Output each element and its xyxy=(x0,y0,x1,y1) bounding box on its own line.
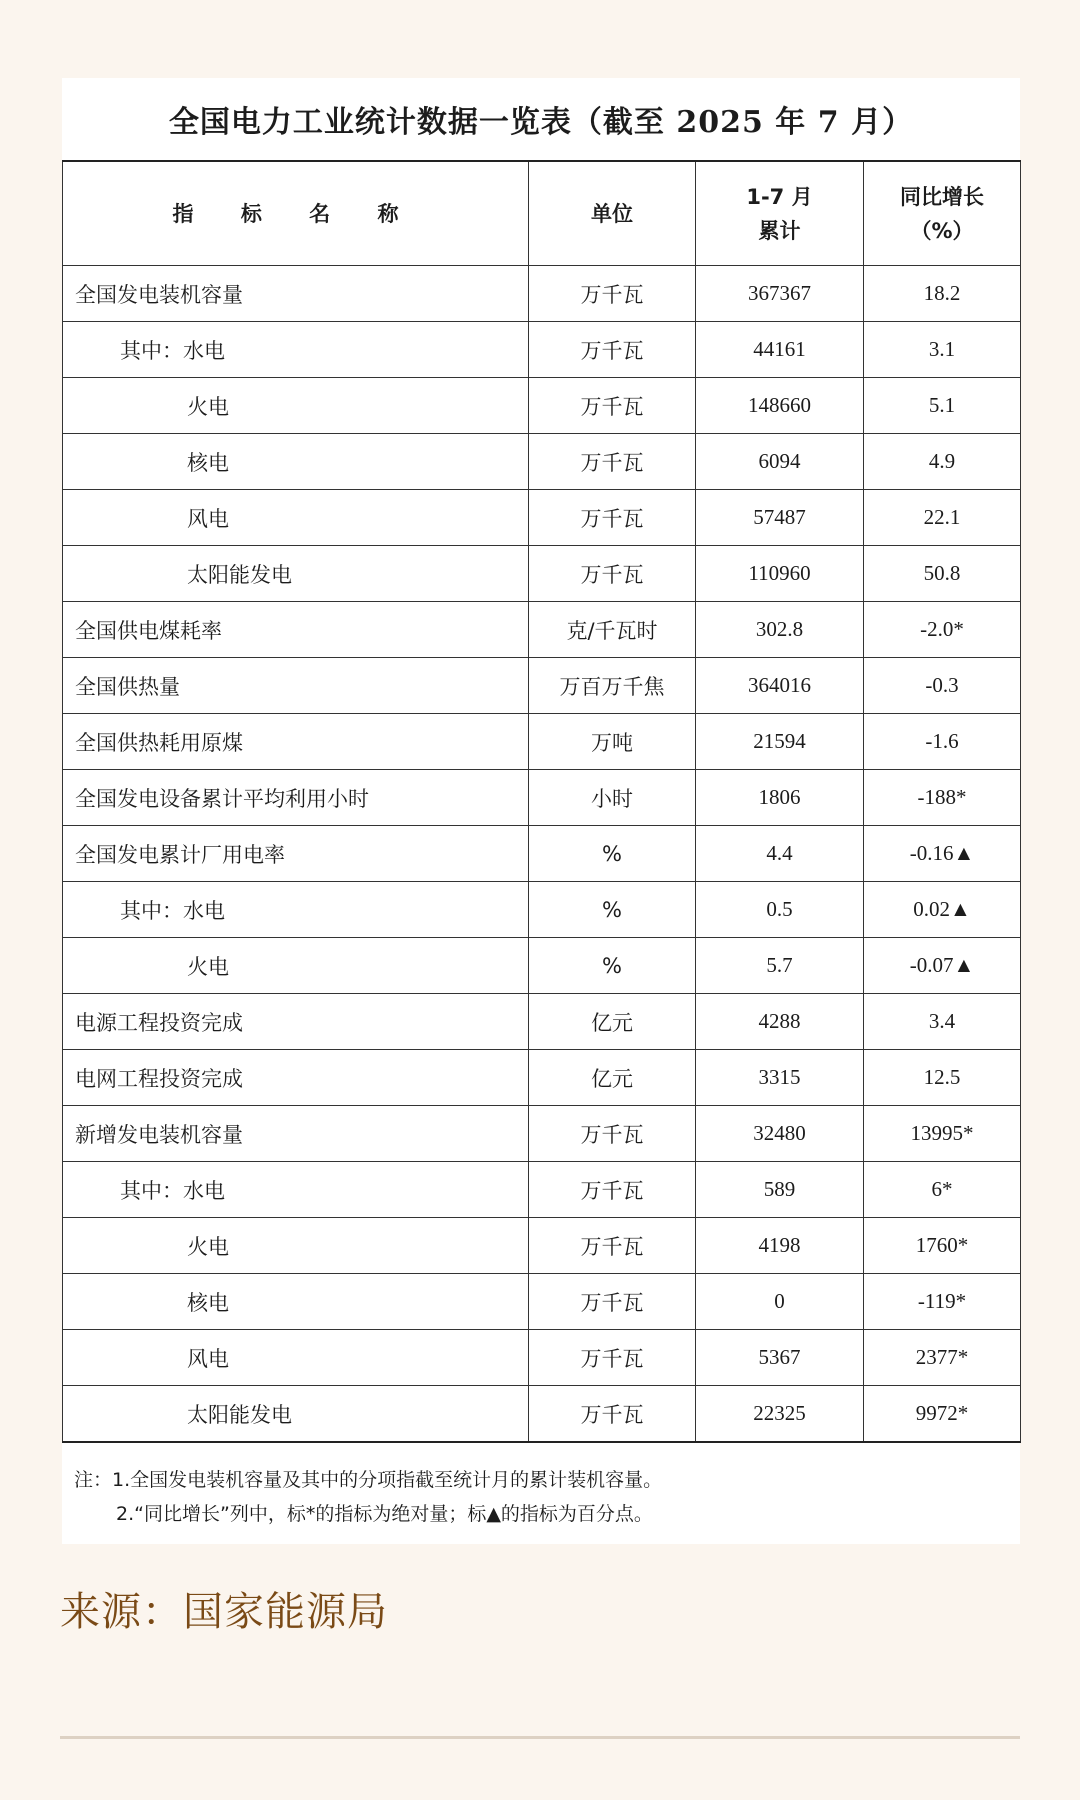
table-row xyxy=(63,490,1021,546)
unit-cell: % xyxy=(529,826,696,882)
indicator-name: 风电 xyxy=(63,1330,529,1386)
table-notes xyxy=(74,1463,1014,1531)
yoy-cell: 5.1 xyxy=(864,378,1021,434)
indicator-name: 其中：水电 xyxy=(63,882,529,938)
indicator-name: 全国发电设备累计平均利用小时 xyxy=(63,770,529,826)
indicator-name: 核电 xyxy=(63,1274,529,1330)
table-row xyxy=(63,938,1021,994)
note-1: 注：1.全国发电装机容量及其中的分项指截至统计月的累计装机容量。 xyxy=(74,1469,663,1491)
cumulative-cell: 32480 xyxy=(696,1106,864,1162)
yoy-cell: 9972* xyxy=(864,1386,1021,1443)
table-row xyxy=(63,1330,1021,1386)
yoy-cell: -188* xyxy=(864,770,1021,826)
divider xyxy=(60,1736,1020,1739)
cumulative-cell: 3315 xyxy=(696,1050,864,1106)
yoy-cell: 1760* xyxy=(864,1218,1021,1274)
unit-cell: 小时 xyxy=(529,770,696,826)
table-row xyxy=(63,1386,1021,1443)
cumulative-cell: 4288 xyxy=(696,994,864,1050)
yoy-cell: -0.16▲ xyxy=(864,826,1021,882)
yoy-cell: 3.1 xyxy=(864,322,1021,378)
cumulative-cell: 5.7 xyxy=(696,938,864,994)
cumulative-cell: 364016 xyxy=(696,658,864,714)
table-row xyxy=(63,378,1021,434)
cumulative-cell: 367367 xyxy=(696,266,864,322)
indicator-name: 全国供电煤耗率 xyxy=(63,602,529,658)
table-row xyxy=(63,602,1021,658)
cumulative-cell: 57487 xyxy=(696,490,864,546)
indicator-name: 火电 xyxy=(63,938,529,994)
table-row xyxy=(63,1106,1021,1162)
cumulative-cell: 302.8 xyxy=(696,602,864,658)
indicator-name: 核电 xyxy=(63,434,529,490)
unit-cell: 万千瓦 xyxy=(529,1330,696,1386)
indicator-name: 电源工程投资完成 xyxy=(63,994,529,1050)
table-row xyxy=(63,994,1021,1050)
unit-cell: 万千瓦 xyxy=(529,1162,696,1218)
table-row xyxy=(63,826,1021,882)
yoy-cell: 22.1 xyxy=(864,490,1021,546)
yoy-cell: 50.8 xyxy=(864,546,1021,602)
indicator-name: 电网工程投资完成 xyxy=(63,1050,529,1106)
unit-cell: 万千瓦 xyxy=(529,434,696,490)
unit-cell: 克/千瓦时 xyxy=(529,602,696,658)
indicator-name: 其中：水电 xyxy=(63,1162,529,1218)
unit-cell: 万千瓦 xyxy=(529,1386,696,1443)
table-row xyxy=(63,714,1021,770)
unit-cell: 万千瓦 xyxy=(529,490,696,546)
yoy-cell: -119* xyxy=(864,1274,1021,1330)
unit-cell: 万千瓦 xyxy=(529,266,696,322)
unit-cell: % xyxy=(529,938,696,994)
yoy-cell: 13995* xyxy=(864,1106,1021,1162)
yoy-cell: 3.4 xyxy=(864,994,1021,1050)
yoy-cell: -1.6 xyxy=(864,714,1021,770)
cumulative-cell: 22325 xyxy=(696,1386,864,1443)
cumulative-cell: 5367 xyxy=(696,1330,864,1386)
yoy-cell: -0.3 xyxy=(864,658,1021,714)
cumulative-cell: 4198 xyxy=(696,1218,864,1274)
header-indicator-name: 指 标 名 称 xyxy=(63,161,529,266)
table-row xyxy=(63,546,1021,602)
table-row xyxy=(63,882,1021,938)
indicator-name: 太阳能发电 xyxy=(63,546,529,602)
source-caption: 来源：国家能源局 xyxy=(60,1589,388,1635)
indicator-name: 火电 xyxy=(63,378,529,434)
unit-cell: 万千瓦 xyxy=(529,546,696,602)
note-2: 2.“同比增长”列中，标*的指标为绝对量；标▲的指标为百分点。 xyxy=(116,1503,653,1525)
yoy-cell: -0.07▲ xyxy=(864,938,1021,994)
unit-cell: 万千瓦 xyxy=(529,1106,696,1162)
table-row xyxy=(63,1218,1021,1274)
table-row xyxy=(63,1162,1021,1218)
cumulative-cell: 6094 xyxy=(696,434,864,490)
unit-cell: 万吨 xyxy=(529,714,696,770)
yoy-cell: -2.0* xyxy=(864,602,1021,658)
yoy-cell: 18.2 xyxy=(864,266,1021,322)
yoy-cell: 12.5 xyxy=(864,1050,1021,1106)
yoy-cell: 4.9 xyxy=(864,434,1021,490)
unit-cell: 万千瓦 xyxy=(529,322,696,378)
indicator-name: 全国供热耗用原煤 xyxy=(63,714,529,770)
cumulative-cell: 1806 xyxy=(696,770,864,826)
cumulative-cell: 148660 xyxy=(696,378,864,434)
table-row xyxy=(63,1274,1021,1330)
cumulative-cell: 0.5 xyxy=(696,882,864,938)
indicator-name: 全国供热量 xyxy=(63,658,529,714)
unit-cell: 亿元 xyxy=(529,1050,696,1106)
cumulative-cell: 21594 xyxy=(696,714,864,770)
cumulative-cell: 110960 xyxy=(696,546,864,602)
unit-cell: % xyxy=(529,882,696,938)
statistics-table xyxy=(62,160,1021,1443)
table-header-row xyxy=(63,161,1021,266)
unit-cell: 万千瓦 xyxy=(529,1218,696,1274)
yoy-cell: 0.02▲ xyxy=(864,882,1021,938)
yoy-cell: 2377* xyxy=(864,1330,1021,1386)
indicator-name: 风电 xyxy=(63,490,529,546)
header-cumulative: 1-7 月 累计 xyxy=(696,161,864,266)
table-row xyxy=(63,434,1021,490)
table-title: 全国电力工业统计数据一览表（截至 2025 年 7 月） xyxy=(168,105,914,140)
unit-cell: 万千瓦 xyxy=(529,1274,696,1330)
unit-cell: 万百万千焦 xyxy=(529,658,696,714)
table-row xyxy=(63,266,1021,322)
cumulative-cell: 4.4 xyxy=(696,826,864,882)
unit-cell: 万千瓦 xyxy=(529,378,696,434)
indicator-name: 太阳能发电 xyxy=(63,1386,529,1443)
cumulative-cell: 44161 xyxy=(696,322,864,378)
yoy-cell: 6* xyxy=(864,1162,1021,1218)
header-yoy-growth: 同比增长 （%） xyxy=(864,161,1021,266)
cumulative-cell: 0 xyxy=(696,1274,864,1330)
indicator-name: 新增发电装机容量 xyxy=(63,1106,529,1162)
table-row xyxy=(63,1050,1021,1106)
indicator-name: 其中：水电 xyxy=(63,322,529,378)
header-unit: 单位 xyxy=(529,161,696,266)
table-row xyxy=(63,322,1021,378)
indicator-name: 全国发电累计厂用电率 xyxy=(63,826,529,882)
table-row xyxy=(63,770,1021,826)
indicator-name: 火电 xyxy=(63,1218,529,1274)
cumulative-cell: 589 xyxy=(696,1162,864,1218)
table-row xyxy=(63,658,1021,714)
unit-cell: 亿元 xyxy=(529,994,696,1050)
statistics-document xyxy=(62,78,1020,1544)
indicator-name: 全国发电装机容量 xyxy=(63,266,529,322)
